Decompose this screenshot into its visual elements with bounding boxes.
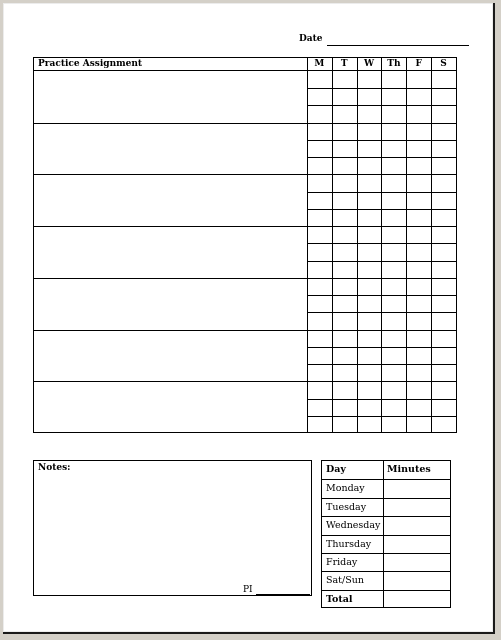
checkbox-row-divider xyxy=(307,364,456,365)
checkbox-row-divider xyxy=(307,243,456,244)
minutes-row-label: Monday xyxy=(326,483,365,495)
day-header-w: W xyxy=(364,59,375,69)
date-label: Date xyxy=(299,34,323,44)
practice-grid xyxy=(33,57,457,433)
checkbox-row-divider xyxy=(307,140,456,141)
initials-label: PI xyxy=(243,585,253,595)
minutes-entry-cell[interactable] xyxy=(384,591,449,607)
minutes-row-label: Friday xyxy=(326,557,358,568)
practice-assignment-heading: Practice Assignment xyxy=(38,59,143,69)
minutes-entry-cell[interactable] xyxy=(384,517,449,533)
minutes-entry-cell[interactable] xyxy=(384,480,449,496)
minutes-table xyxy=(321,460,451,608)
assignment-divider xyxy=(34,174,456,175)
assignment-divider xyxy=(34,278,456,279)
initials-field-line[interactable] xyxy=(256,594,310,595)
minutes-entry-cell[interactable] xyxy=(384,499,449,515)
grid-column-divider xyxy=(431,58,432,432)
practice-grid-header xyxy=(34,58,456,71)
grid-column-divider xyxy=(381,58,382,432)
day-header-t: T xyxy=(340,59,348,69)
minutes-row-label: Wednesday xyxy=(326,520,381,532)
assignment-divider xyxy=(34,123,456,124)
day-header-f: F xyxy=(415,59,422,69)
day-header-s: S xyxy=(440,59,447,69)
checkbox-row-divider xyxy=(307,261,456,262)
checkbox-row-divider xyxy=(307,347,456,348)
notes-box[interactable] xyxy=(33,460,312,596)
assignment-divider xyxy=(34,330,456,331)
checkbox-row-divider xyxy=(307,209,456,210)
checkbox-row-divider xyxy=(307,105,456,106)
notes-label: Notes: xyxy=(38,463,71,473)
minutes-row-label: Tuesday xyxy=(326,501,367,513)
checkbox-row-divider xyxy=(307,192,456,193)
assignment-divider xyxy=(34,381,456,382)
minutes-row-label: Thursday xyxy=(326,538,372,550)
minutes-row-label: Sat/Sun xyxy=(326,575,364,587)
assignment-divider xyxy=(34,226,456,227)
date-field-line[interactable] xyxy=(327,45,469,46)
day-header-th: Th xyxy=(387,59,401,69)
grid-column-divider xyxy=(406,58,407,432)
checkbox-row-divider xyxy=(307,399,456,400)
minutes-row-label: Total xyxy=(326,593,353,605)
checkbox-row-divider xyxy=(307,416,456,417)
minutes-entry-cell[interactable] xyxy=(384,536,449,552)
checkbox-row-divider xyxy=(307,312,456,313)
practice-sheet xyxy=(3,3,495,634)
grid-column-divider xyxy=(307,58,308,432)
minutes-column-header: Minutes xyxy=(387,464,431,475)
checkbox-row-divider xyxy=(307,157,456,158)
day-column-header: Day xyxy=(326,464,346,475)
checkbox-row-divider xyxy=(307,88,456,89)
checkbox-row-divider xyxy=(307,295,456,296)
grid-column-divider xyxy=(357,58,358,432)
grid-column-divider xyxy=(332,58,333,432)
minutes-entry-cell[interactable] xyxy=(384,554,449,570)
minutes-entry-cell[interactable] xyxy=(384,572,449,588)
day-header-m: M xyxy=(314,59,325,69)
